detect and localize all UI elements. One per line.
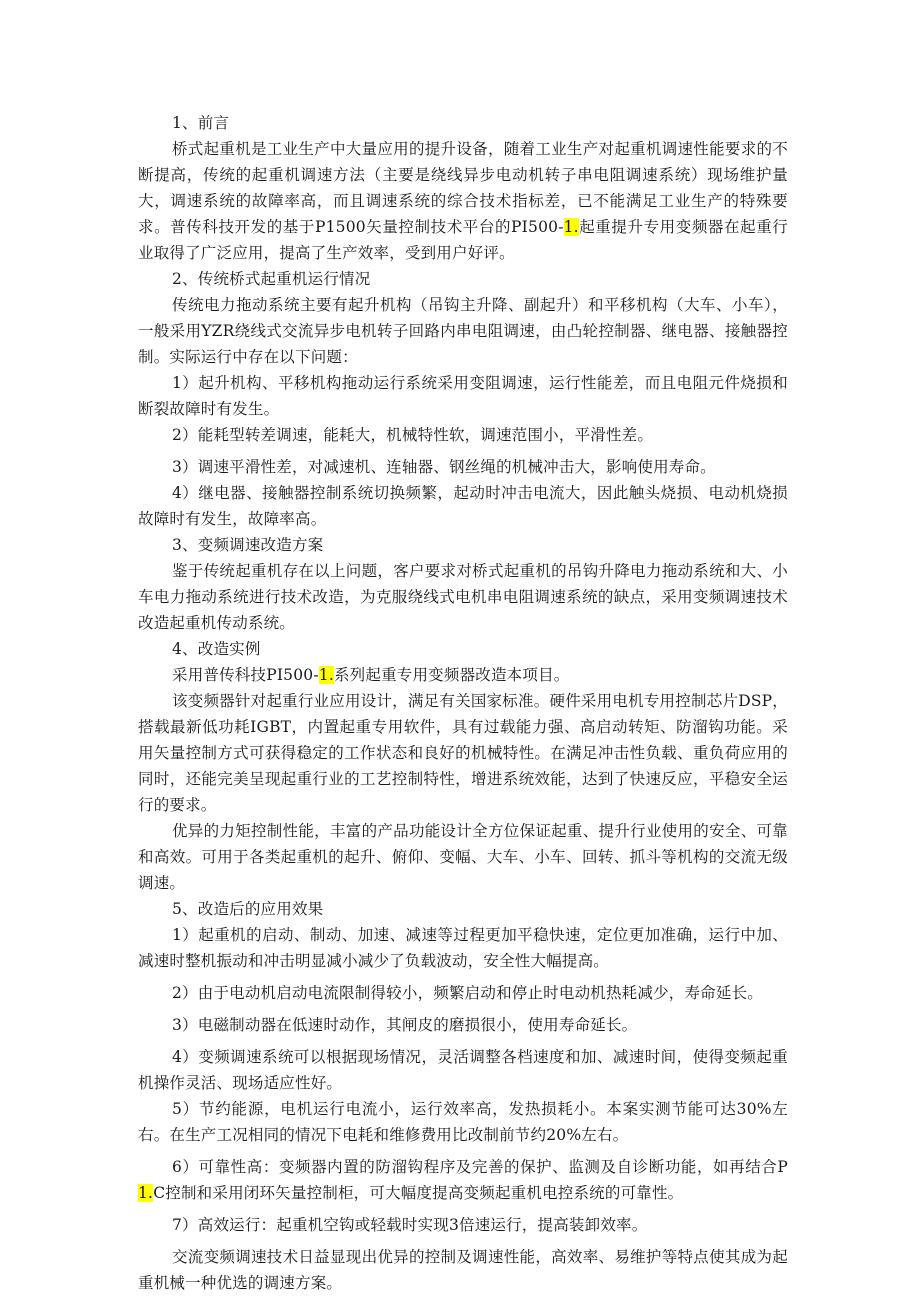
body-paragraph	[138, 980, 788, 1006]
section-heading	[138, 636, 788, 662]
text-run: 5、改造后的应用效果	[172, 900, 324, 918]
text-run: 7）高效运行：起重机空钩或轻载时实现3倍速运行，提高装卸效率。	[172, 1216, 648, 1234]
text-run: 2）由于电动机启动电流限制得较小，频繁启动和停止时电动机热耗减少，寿命延长。	[172, 984, 763, 1002]
text-run: 4）继电器、接触器控制系统切换频繁，起动时冲击电流大，因此触头烧损、电动机烧损故障时有发生，故障率高。	[138, 484, 788, 528]
body-paragraph	[138, 1096, 788, 1148]
text-run: 5）节约能源，电机运行电流小，运行效率高，发热损耗小。本案实测节能可达30%左右。在生产工况相同的情况下电耗和维修费用比改制前节约20%左右。	[138, 1100, 788, 1144]
text-run: 4）变频调速系统可以根据现场情况，灵活调整各档速度和加、减速时间，使得变频起重机操作灵活、现场适应性好。	[138, 1048, 788, 1092]
body-paragraph	[138, 558, 788, 636]
body-paragraph	[138, 1154, 788, 1206]
text-run: 起重提升专用变频器在起重行业取得了广泛应用，提高了生产效率，受到用户好评。	[138, 218, 788, 262]
body-paragraph	[138, 662, 788, 688]
text-run: 桥式起重机是工业生产中大量应用的提升设备，随着工业生产对起重机调速性能要求的不断提高，传统的起重机调速方法（主要是绕线异步电动机转子串电阻调速系统）现场维护量大，调速系统的故障率高，而且调速系统的综合技术指标差，已不能满足工业生产的特殊要求。普传科技开发的基于P1500矢量控制技术平台的PI500-	[138, 140, 788, 236]
text-run: 鉴于传统起重机存在以上问题，客户要求对桥式起重机的吊钩升降电力拖动系统和大、小车电力拖动系统进行技术改造，为克服绕线式电机串电阻调速系统的缺点，采用变频调速技术改造起重机传动系统。	[138, 562, 788, 632]
text-run: 3、变频调速改造方案	[172, 536, 324, 554]
text-run: 1）起升机构、平移机构拖动运行系统采用变阻调速，运行性能差，而且电阻元件烧损和断裂故障时有发生。	[138, 374, 788, 418]
body-paragraph	[138, 1212, 788, 1238]
document-body	[138, 110, 788, 1296]
highlighted-text: 1.	[563, 218, 579, 236]
body-paragraph	[138, 922, 788, 974]
body-paragraph	[138, 688, 788, 818]
text-run: 传统电力拖动系统主要有起升机构（吊钩主升降、副起升）和平移机构（大车、小车），一般采用YZR绕线式交流异步电机转子回路内串电阻调速，由凸轮控制器、继电器、接触器控制。实际运行中存在以下问题：	[138, 296, 788, 366]
text-run: 1、前言	[172, 114, 230, 132]
text-run: 系列起重专用变频器改造本项目。	[333, 666, 570, 684]
body-paragraph	[138, 136, 788, 266]
body-paragraph	[138, 292, 788, 370]
text-run: 3）调速平滑性差，对减速机、连轴器、钢丝绳的机械冲击大，影响使用寿命。	[172, 458, 716, 476]
text-run: C控制和采用闭环矢量控制柜，可大幅度提高变频起重机电控系统的可靠性。	[153, 1184, 684, 1202]
text-run: 4、改造实例	[172, 640, 261, 658]
text-run: 2）能耗型转差调速，能耗大，机械特性软，调速范围小，平滑性差。	[172, 426, 654, 444]
section-heading	[138, 110, 788, 136]
section-heading	[138, 532, 788, 558]
section-heading	[138, 896, 788, 922]
text-run: 该变频器针对起重行业应用设计，满足有关国家标准。硬件采用电机专用控制芯片DSP，搭载最新低功耗IGBT，内置起重专用软件，具有过载能力强、高启动转矩、防溜钩功能。采用矢量控制方式可获得稳定的工作状态和良好的机械特性。在满足冲击性负载、重负荷应用的同时，还能完美呈现起重行业的工艺控制特性，增进系统效能，达到了快速反应，平稳安全运行的要求。	[138, 692, 788, 814]
text-run: 6）可靠性高：变频器内置的防溜钩程序及完善的保护、监测及自诊断功能，如再结合P	[172, 1158, 788, 1176]
body-paragraph	[138, 818, 788, 896]
body-paragraph	[138, 1044, 788, 1096]
text-run: 3）电磁制动器在低速时动作，其闸皮的磨损很小，使用寿命延长。	[172, 1016, 638, 1034]
body-paragraph	[138, 422, 788, 448]
body-paragraph	[138, 370, 788, 422]
text-run: 2、传统桥式起重机运行情况	[172, 270, 371, 288]
body-paragraph	[138, 1244, 788, 1296]
text-run: 优异的力矩控制性能，丰富的产品功能设计全方位保证起重、提升行业使用的安全、可靠和高效。可用于各类起重机的起升、俯仰、变幅、大车、小车、回转、抓斗等机构的交流无级调速。	[138, 822, 788, 892]
body-paragraph	[138, 480, 788, 532]
text-run: 1）起重机的启动、制动、加速、减速等过程更加平稳快速，定位更加准确，运行中加、减速时整机振动和冲击明显减小减少了负载波动，安全性大幅提高。	[138, 926, 788, 970]
body-paragraph	[138, 454, 788, 480]
section-heading	[138, 266, 788, 292]
body-paragraph	[138, 1012, 788, 1038]
highlighted-text: 1.	[318, 666, 334, 684]
text-run: 采用普传科技PI500-	[172, 666, 319, 684]
text-run: 交流变频调速技术日益显现出优异的控制及调速性能，高效率、易维护等特点使其成为起重机械一种优选的调速方案。	[138, 1248, 788, 1292]
highlighted-text: 1.	[138, 1184, 154, 1202]
